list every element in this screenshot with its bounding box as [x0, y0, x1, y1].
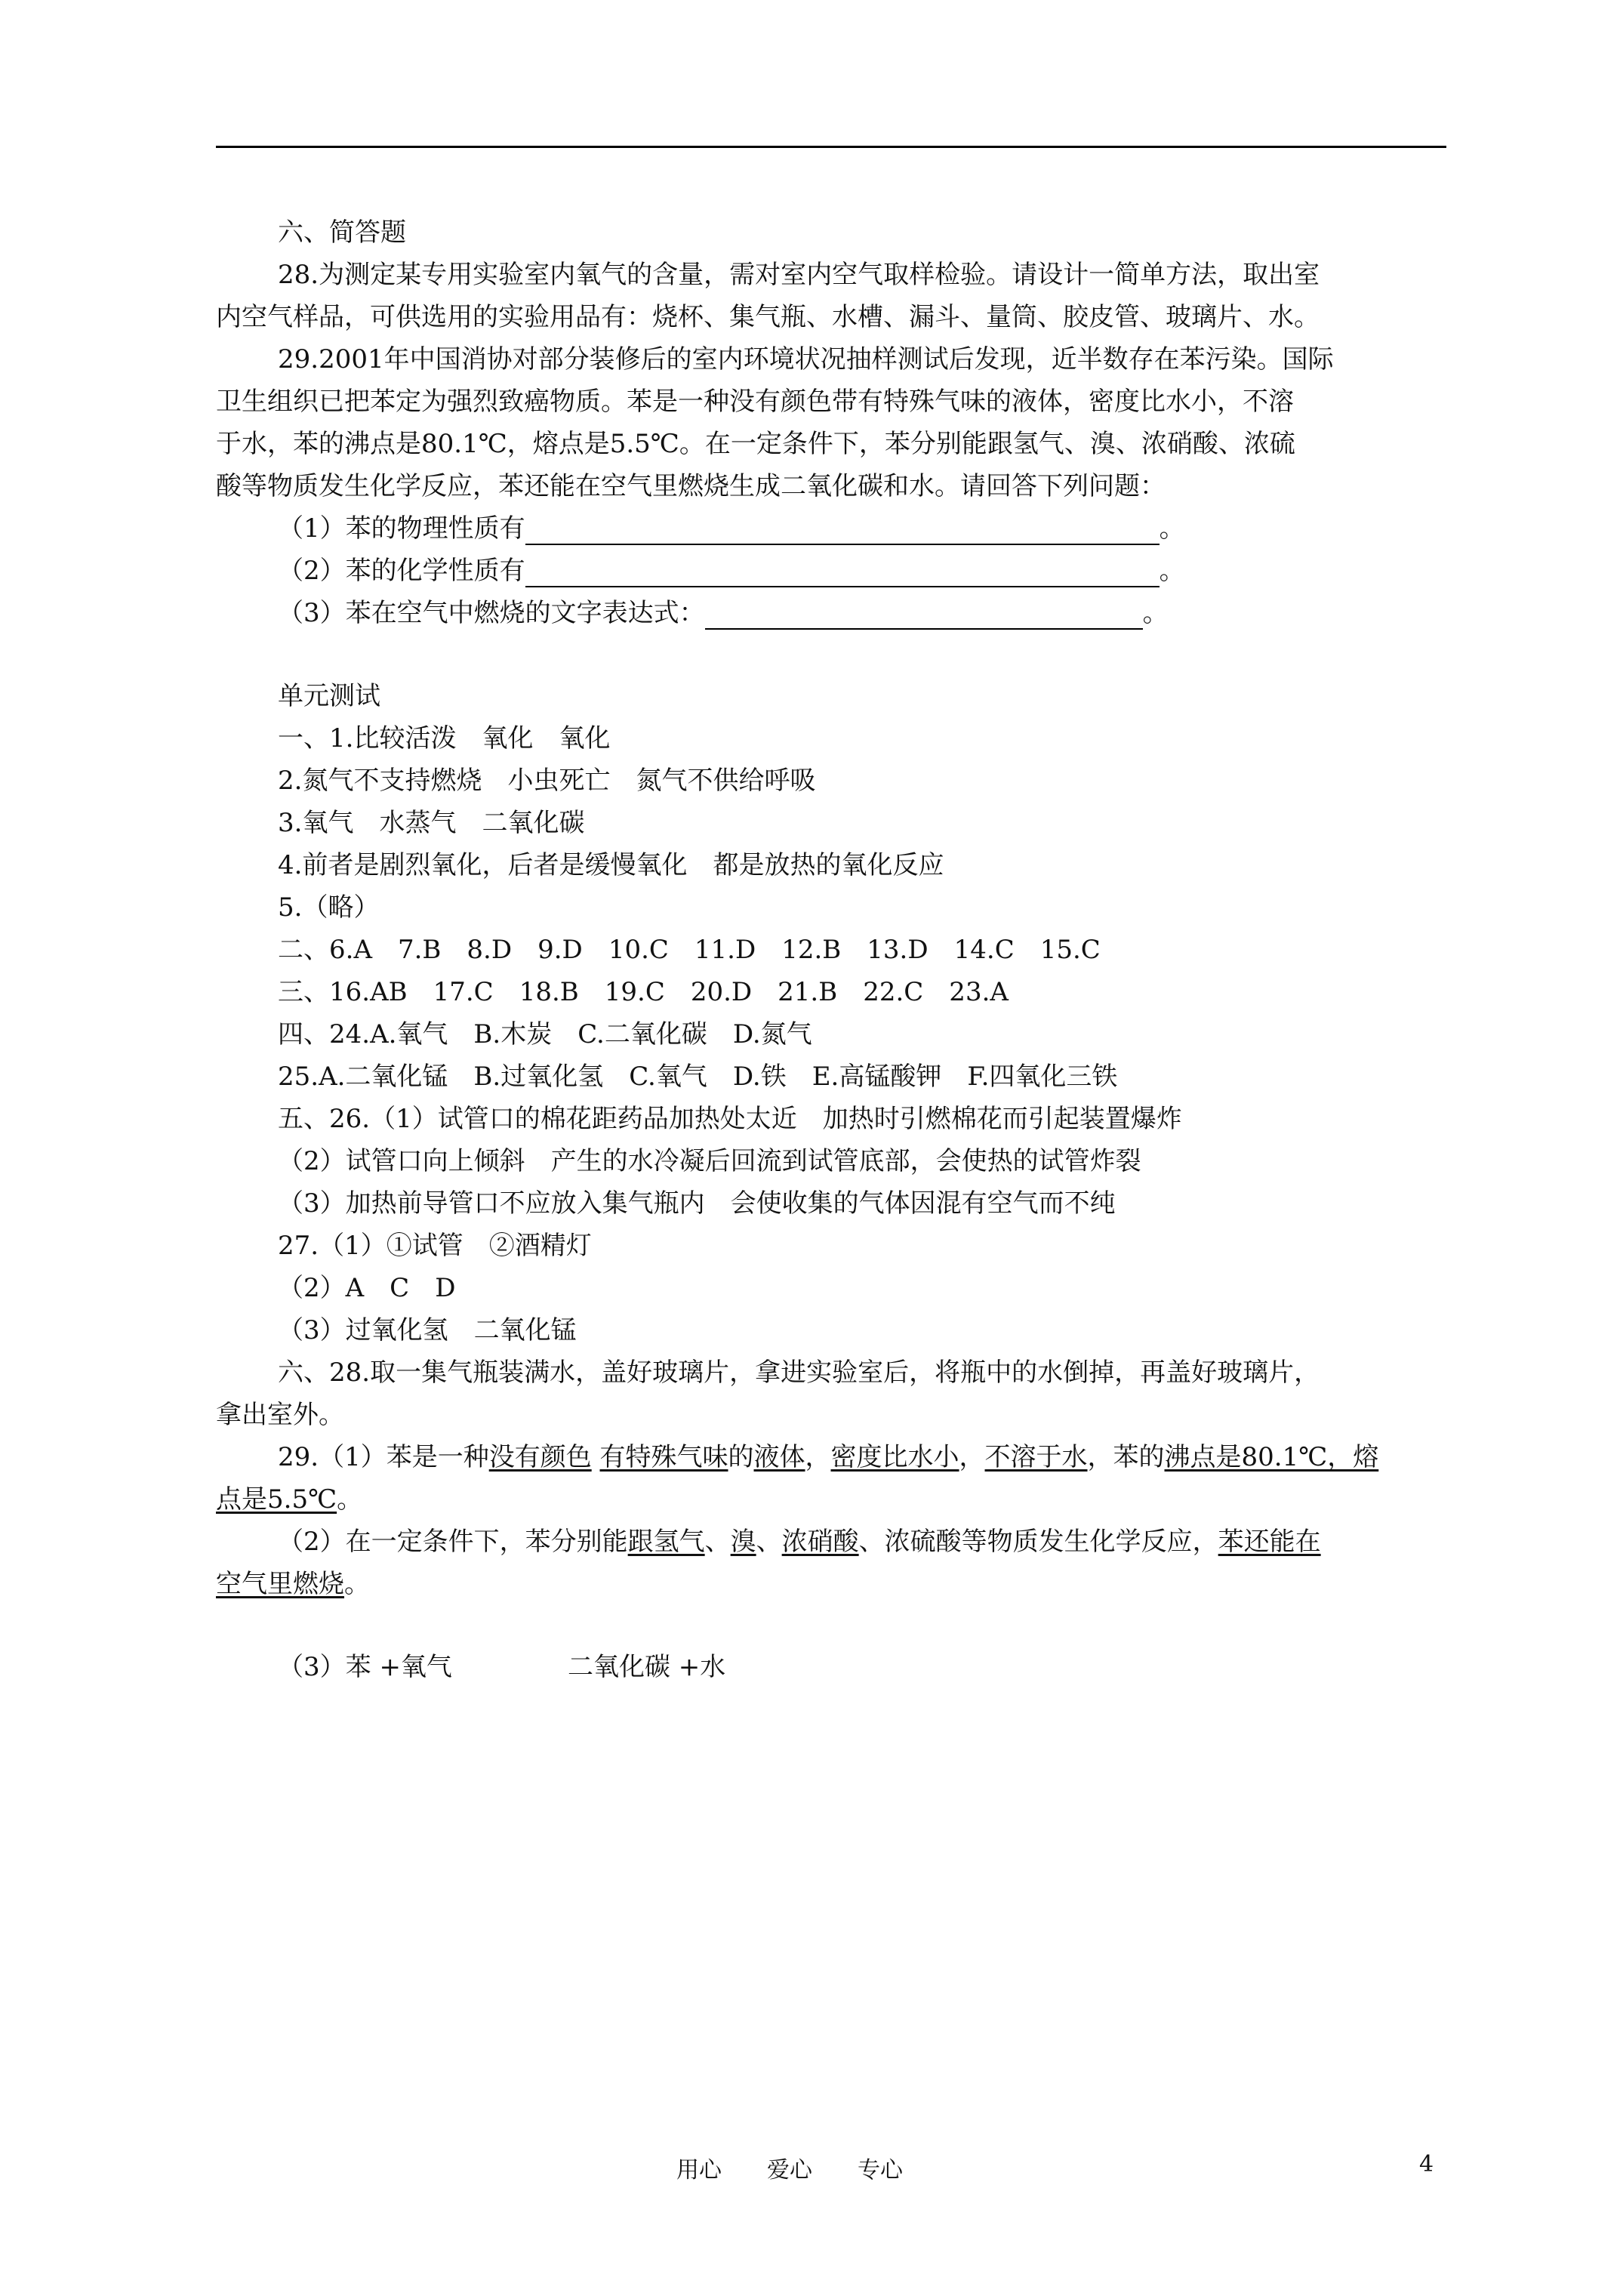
answer-28-line-1: 六、28.取一集气瓶装满水，盖好玻璃片，拿进实验室后，将瓶中的水倒掉，再盖好玻璃片，: [278, 1358, 1320, 1388]
answer-1: 一、1.比较活泼 氧化 氧化: [278, 723, 611, 754]
answer-25: 25.A.二氧化锰 B.过氧化氢 C.氧气 D.铁 E.高锰酸钾 F.四氧化三铁: [278, 1062, 1118, 1092]
a29-2-underlined: 溴: [730, 1527, 756, 1557]
a29-1-underlined: 不溶于水: [984, 1442, 1088, 1472]
answer-part-3: 三、16.AB 17.C 18.B 19.C 20.D 21.B 22.C 23.A: [278, 977, 1009, 1007]
sub-1-period: 。: [1159, 513, 1185, 544]
sub-3-label: （3）苯在空气中燃烧的文字表达式：: [278, 598, 705, 628]
a29-1-text: 29.（1）苯是一种: [278, 1442, 489, 1472]
a29-1-text: 的: [728, 1442, 754, 1472]
question-29-line-3: 于水，苯的沸点是80.1℃，熔点是5.5℃。在一定条件下，苯分别能跟氢气、溴、浓硝酸、浓硫: [216, 429, 1295, 459]
sub-3-period: 。: [1142, 598, 1169, 628]
a29-1-underlined: 没有颜色: [488, 1442, 592, 1472]
answer-29-3-right: 二氧化碳 +水: [568, 1652, 726, 1682]
answer-29-3-left: （3）苯 +氧气: [278, 1652, 452, 1682]
a29-2-text: 。: [344, 1569, 370, 1599]
sub-1-label: （1）苯的物理性质有: [278, 513, 525, 544]
question-29-line-2: 卫生组织已把苯定为强烈致癌物质。苯是一种没有颜色带有特殊气味的液体，密度比水小，不溶: [216, 387, 1294, 417]
answer-5: 5.（略）: [278, 892, 380, 923]
answer-26-3: （3）加热前导管口不应放入集气瓶内 会使收集的气体因混有空气而不纯: [278, 1188, 1116, 1219]
answer-29-2-line-2: [216, 1567, 370, 1601]
question-29-sub-2: [278, 554, 1185, 587]
answer-27-3: （3）过氧化氢 二氧化锰: [278, 1315, 577, 1345]
question-29-sub-3: [278, 596, 1169, 630]
answer-26-2: （2）试管口向上倾斜 产生的水冷凝后回流到试管底部，会使热的试管炸裂: [278, 1146, 1141, 1176]
answer-blank-3[interactable]: [705, 599, 1143, 630]
answer-29-2-line-1: [278, 1525, 1321, 1558]
sub-2-period: 。: [1159, 556, 1185, 586]
a29-2-text: 、: [756, 1527, 782, 1557]
a29-1-text: [592, 1442, 600, 1472]
answer-2: 2.氮气不支持燃烧 小虫死亡 氮气不供给呼吸: [278, 766, 816, 796]
answer-29-1-line-2: [216, 1483, 362, 1516]
a29-2-underlined: 跟氢气: [627, 1527, 705, 1557]
a29-1-text: ，: [959, 1442, 985, 1472]
unit-test-title: 单元测试: [278, 681, 380, 711]
answer-26-1: 五、26.（1）试管口的棉花距药品加热处太近 加热时引燃棉花而引起装置爆炸: [278, 1104, 1182, 1134]
section-six-title: 六、简答题: [278, 217, 406, 248]
a29-2-underlined: 空气里燃烧: [216, 1569, 344, 1599]
answer-29-1-line-1: [278, 1441, 1378, 1474]
a29-1-text: ，苯的: [1087, 1442, 1165, 1472]
a29-2-underlined: 苯还能在: [1218, 1527, 1321, 1557]
answer-blank-1[interactable]: [525, 515, 1160, 545]
a29-2-text: 、: [704, 1527, 731, 1557]
question-28-line-2: 内空气样品，可供选用的实验用品有：烧杯、集气瓶、水槽、漏斗、量筒、胶皮管、玻璃片、水。: [216, 302, 1320, 332]
footer-motto: 用心 爱心 专心: [676, 2157, 903, 2184]
a29-1-underlined: 沸点是80.1℃，熔: [1164, 1442, 1379, 1472]
a29-2-text: （2）在一定条件下，苯分别能: [278, 1527, 628, 1557]
question-29-sub-1: [278, 512, 1185, 545]
a29-1-underlined: 密度比水小: [830, 1442, 959, 1472]
a29-2-underlined: 浓硝酸: [781, 1527, 859, 1557]
answer-3: 3.氧气 水蒸气 二氧化碳: [278, 808, 585, 838]
answer-blank-2[interactable]: [525, 557, 1160, 587]
answer-28-line-2: 拿出室外。: [216, 1400, 344, 1430]
page-number: 4: [1419, 2151, 1434, 2177]
answer-27-2: （2）A C D: [278, 1273, 456, 1303]
a29-2-text: 、浓硫酸等物质发生化学反应，: [858, 1527, 1218, 1557]
answer-4: 4.前者是剧烈氧化，后者是缓慢氧化 都是放热的氧化反应: [278, 850, 944, 880]
a29-1-underlined: 点是5.5℃: [216, 1484, 337, 1515]
answer-27-1: 27.（1）①试管 ②酒精灯: [278, 1231, 592, 1261]
a29-1-underlined: 有特殊气味: [599, 1442, 728, 1472]
answer-part-4: 四、24.A.氧气 B.木炭 C.二氧化碳 D.氮气: [278, 1019, 812, 1049]
question-28-line-1: 28.为测定某专用实验室内氧气的含量，需对室内空气取样检验。请设计一简单方法，取出室: [278, 260, 1320, 290]
a29-1-underlined: 液体: [753, 1442, 805, 1472]
question-29-line-1: 29.2001年中国消协对部分装修后的室内环境状况抽样测试后发现，近半数存在苯污染。国际: [278, 344, 1334, 374]
header-rule: [216, 146, 1446, 148]
a29-1-text: ，: [805, 1442, 831, 1472]
answer-part-2: 二、6.A 7.B 8.D 9.D 10.C 11.D 12.B 13.D 14.C 15.C: [278, 935, 1101, 965]
question-29-line-4: 酸等物质发生化学反应，苯还能在空气里燃烧生成二氧化碳和水。请回答下列问题：: [216, 471, 1166, 501]
sub-2-label: （2）苯的化学性质有: [278, 556, 525, 586]
a29-1-text: 。: [337, 1484, 363, 1515]
